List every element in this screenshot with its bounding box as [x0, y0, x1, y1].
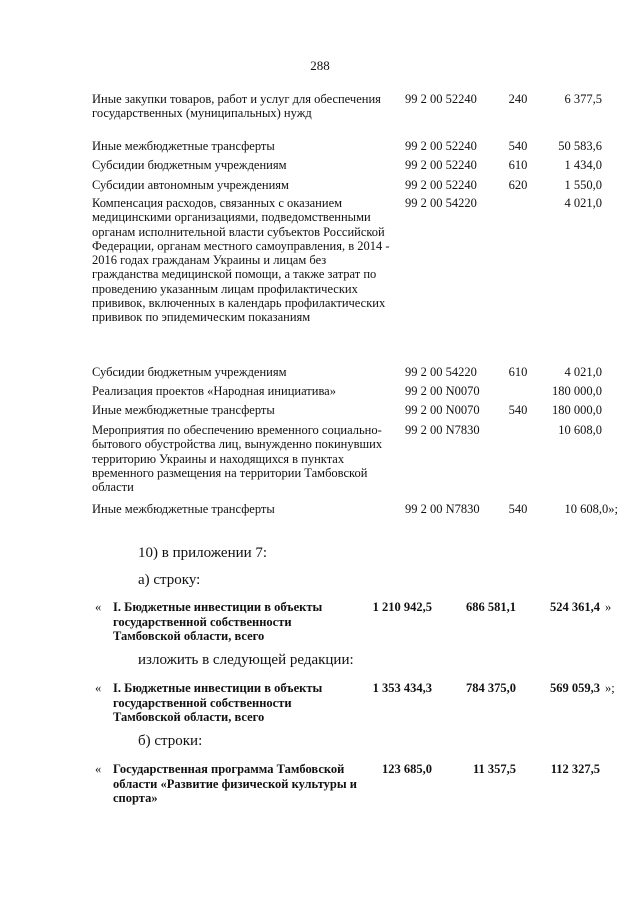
value-1: 1 353 434,3 — [372, 681, 432, 695]
page-number: 288 — [310, 58, 330, 73]
row-vr: 540 — [508, 502, 528, 516]
row-vr: 540 — [508, 403, 528, 417]
row-code: 99 2 00 54220 — [405, 365, 477, 379]
row-name: Компенсация расходов, связанных с оказанием медицинскими организациями, подведомственными органам исполнительной власти субъектов Российской Федерации, органам местного самоуправления, в 2014 - 2016 годах гражданам Украины и лицам без гражданства медицинской помощи, а также затрат по проведению указанным лицам профилактических прививок, включенных в календарь профилактических прививок по эпидемическим показаниям — [92, 196, 390, 325]
row-name: Государственная программа Тамбовской области «Развитие физической культуры и спорта» — [113, 762, 357, 805]
close-quote: » — [605, 600, 612, 614]
open-quote: « — [95, 762, 102, 776]
row-vr: 240 — [508, 92, 528, 106]
value-2: 784 375,0 — [466, 681, 516, 695]
value-3: 569 059,3 — [550, 681, 600, 695]
open-quote: « — [95, 600, 102, 614]
row-code: 99 2 00 52240 — [405, 178, 477, 192]
row-code: 99 2 00 N0070 — [405, 403, 480, 417]
row-code: 99 2 00 N7830 — [405, 502, 480, 516]
row-name: Субсидии бюджетным учреждениям — [92, 158, 287, 172]
row-name: Мероприятия по обеспечению временного социально-бытового обустройства лиц, вынужденно покинувших территорию Украины и находящихся в пунктах временного размещения на территории Тамбовской области — [92, 423, 383, 495]
row-name: Иные закупки товаров, работ и услуг для обеспечения государственных (муниципальных) нужд — [92, 92, 381, 121]
row-vr: 610 — [508, 365, 528, 379]
paragraph-a: а) строку: — [138, 572, 201, 588]
row-code: 99 2 00 54220 — [405, 196, 477, 210]
row-amount: 4 021,0 — [564, 196, 602, 210]
value-1: 1 210 942,5 — [372, 600, 432, 614]
open-quote: « — [95, 681, 102, 695]
value-3: 524 361,4 — [550, 600, 600, 614]
row-code: 99 2 00 52240 — [405, 92, 477, 106]
row-amount: 1 550,0 — [564, 178, 602, 192]
paragraph-b: б) строки: — [138, 733, 203, 749]
row-amount: 10 608,0 — [558, 423, 602, 437]
close-quote: »; — [605, 681, 615, 695]
row-name: Иные межбюджетные трансферты — [92, 502, 275, 516]
row-amount: 4 021,0 — [564, 365, 602, 379]
row-amount: 1 434,0 — [564, 158, 602, 172]
row-code: 99 2 00 52240 — [405, 139, 477, 153]
row-vr: 610 — [508, 158, 528, 172]
row-name: Субсидии бюджетным учреждениям — [92, 365, 287, 379]
row-name: Субсидии автономным учреждениям — [92, 178, 289, 192]
value-1: 123 685,0 — [382, 762, 432, 776]
row-code: 99 2 00 52240 — [405, 158, 477, 172]
row-amount: 180 000,0 — [552, 384, 602, 398]
row-name: Реализация проектов «Народная инициатива» — [92, 384, 336, 398]
value-2: 686 581,1 — [466, 600, 516, 614]
row-amount: 180 000,0 — [552, 403, 602, 417]
row-vr: 620 — [508, 178, 528, 192]
row-name: I. Бюджетные инвестиции в объекты государственной собственности Тамбовской области, всего — [113, 681, 323, 724]
value-2: 11 357,5 — [472, 762, 516, 776]
row-code: 99 2 00 N7830 — [405, 423, 480, 437]
row-name: I. Бюджетные инвестиции в объекты государственной собственности Тамбовской области, всего — [113, 600, 323, 643]
row-name: Иные межбюджетные трансферты — [92, 403, 275, 417]
row-name: Иные межбюджетные трансферты — [92, 139, 275, 153]
paragraph-appendix: 10) в приложении 7: — [138, 545, 268, 561]
paragraph-edit: изложить в следующей редакции: — [138, 652, 354, 668]
row-amount: 50 583,6 — [558, 139, 602, 153]
row-amount: 10 608,0»; — [564, 502, 618, 516]
row-vr: 540 — [508, 139, 528, 153]
value-3: 112 327,5 — [550, 762, 600, 776]
row-code: 99 2 00 N0070 — [405, 384, 480, 398]
row-amount: 6 377,5 — [564, 92, 602, 106]
